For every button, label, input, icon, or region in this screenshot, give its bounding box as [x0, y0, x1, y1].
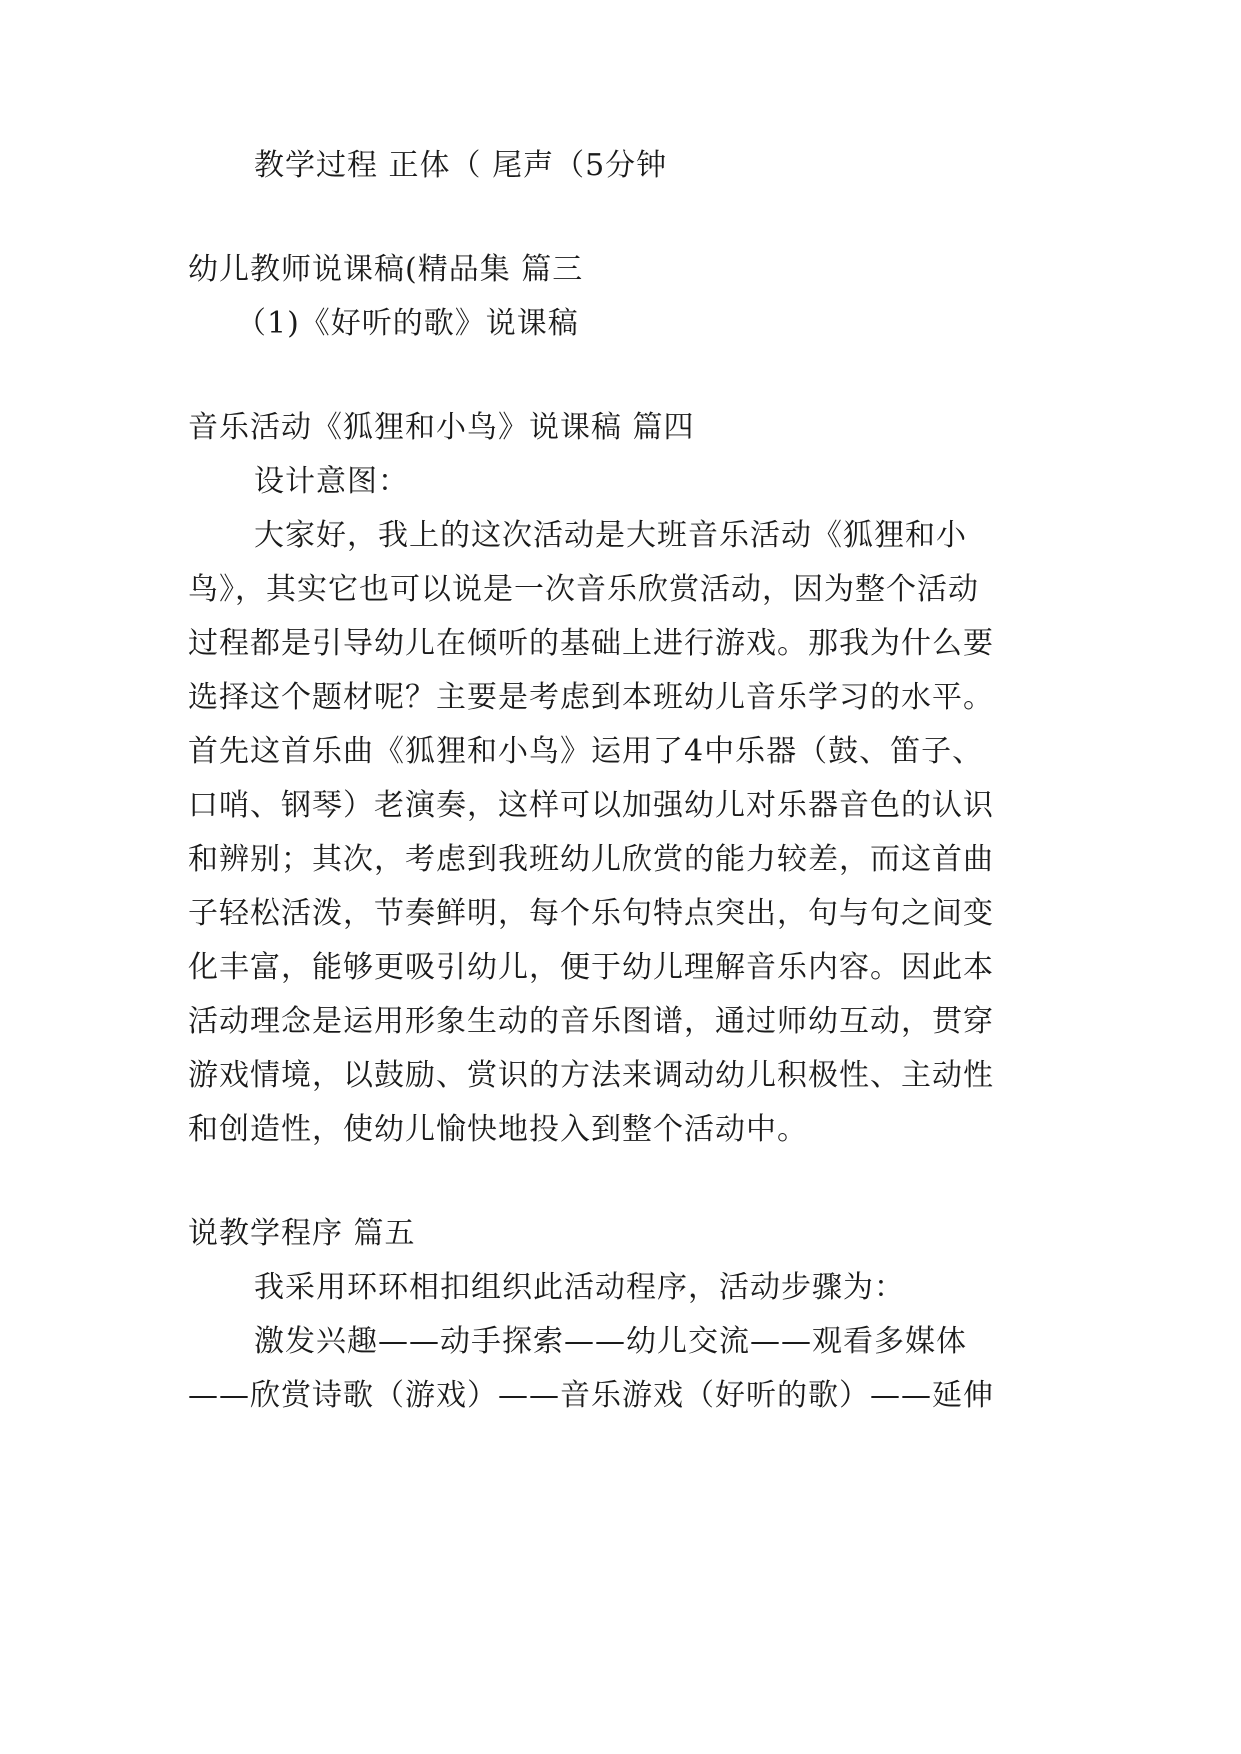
paragraph-line: 和辨别；其次，考虑到我班幼儿欣赏的能力较差，而这首曲 [188, 842, 994, 877]
paragraph-line: 化丰富，能够更吸引幼儿，便于幼儿理解音乐内容。因此本 [188, 950, 994, 985]
text-line-song-title: （1)《好听的歌》说课稿 [236, 306, 579, 341]
paragraph-line: 和创造性，使幼儿愉快地投入到整个活动中。 [188, 1112, 808, 1147]
paragraph-line: 首先这首乐曲《狐狸和小鸟》运用了4中乐器（鼓、笛子、 [188, 734, 984, 769]
paragraph-line: 大家好，我上的这次活动是大班音乐活动《狐狸和小 [254, 518, 967, 553]
text-line-steps-continued: ——欣赏诗歌（游戏）——音乐游戏（好听的歌）——延伸 [188, 1378, 994, 1413]
text-line-design-intent: 设计意图： [254, 464, 409, 499]
paragraph-line: 鸟》，其实它也可以说是一次音乐欣赏活动，因为整个活动 [188, 572, 979, 607]
paragraph-line: 游戏情境，以鼓励、赏识的方法来调动幼儿积极性、主动性 [188, 1058, 994, 1093]
text-line-process: 教学过程 正体（ 尾声（5分钟 [254, 148, 668, 183]
text-line-steps-intro: 我采用环环相扣组织此活动程序，活动步骤为： [254, 1270, 905, 1305]
text-line-steps: 激发兴趣——动手探索——幼儿交流——观看多媒体 [254, 1324, 967, 1359]
heading-part-five: 说教学程序 篇五 [188, 1216, 416, 1251]
paragraph-line: 子轻松活泼，节奏鲜明，每个乐句特点突出，句与句之间变 [188, 896, 994, 931]
paragraph-line: 活动理念是运用形象生动的音乐图谱，通过师幼互动，贯穿 [188, 1004, 994, 1039]
paragraph-line: 过程都是引导幼儿在倾听的基础上进行游戏。那我为什么要 [188, 626, 994, 661]
heading-part-three: 幼儿教师说课稿(精品集 篇三 [188, 252, 584, 287]
paragraph-line: 选择这个题材呢？主要是考虑到本班幼儿音乐学习的水平。 [188, 680, 994, 715]
paragraph-line: 口哨、钢琴）老演奏，这样可以加强幼儿对乐器音色的认识 [188, 788, 994, 823]
heading-part-four: 音乐活动《狐狸和小鸟》说课稿 篇四 [188, 410, 695, 445]
